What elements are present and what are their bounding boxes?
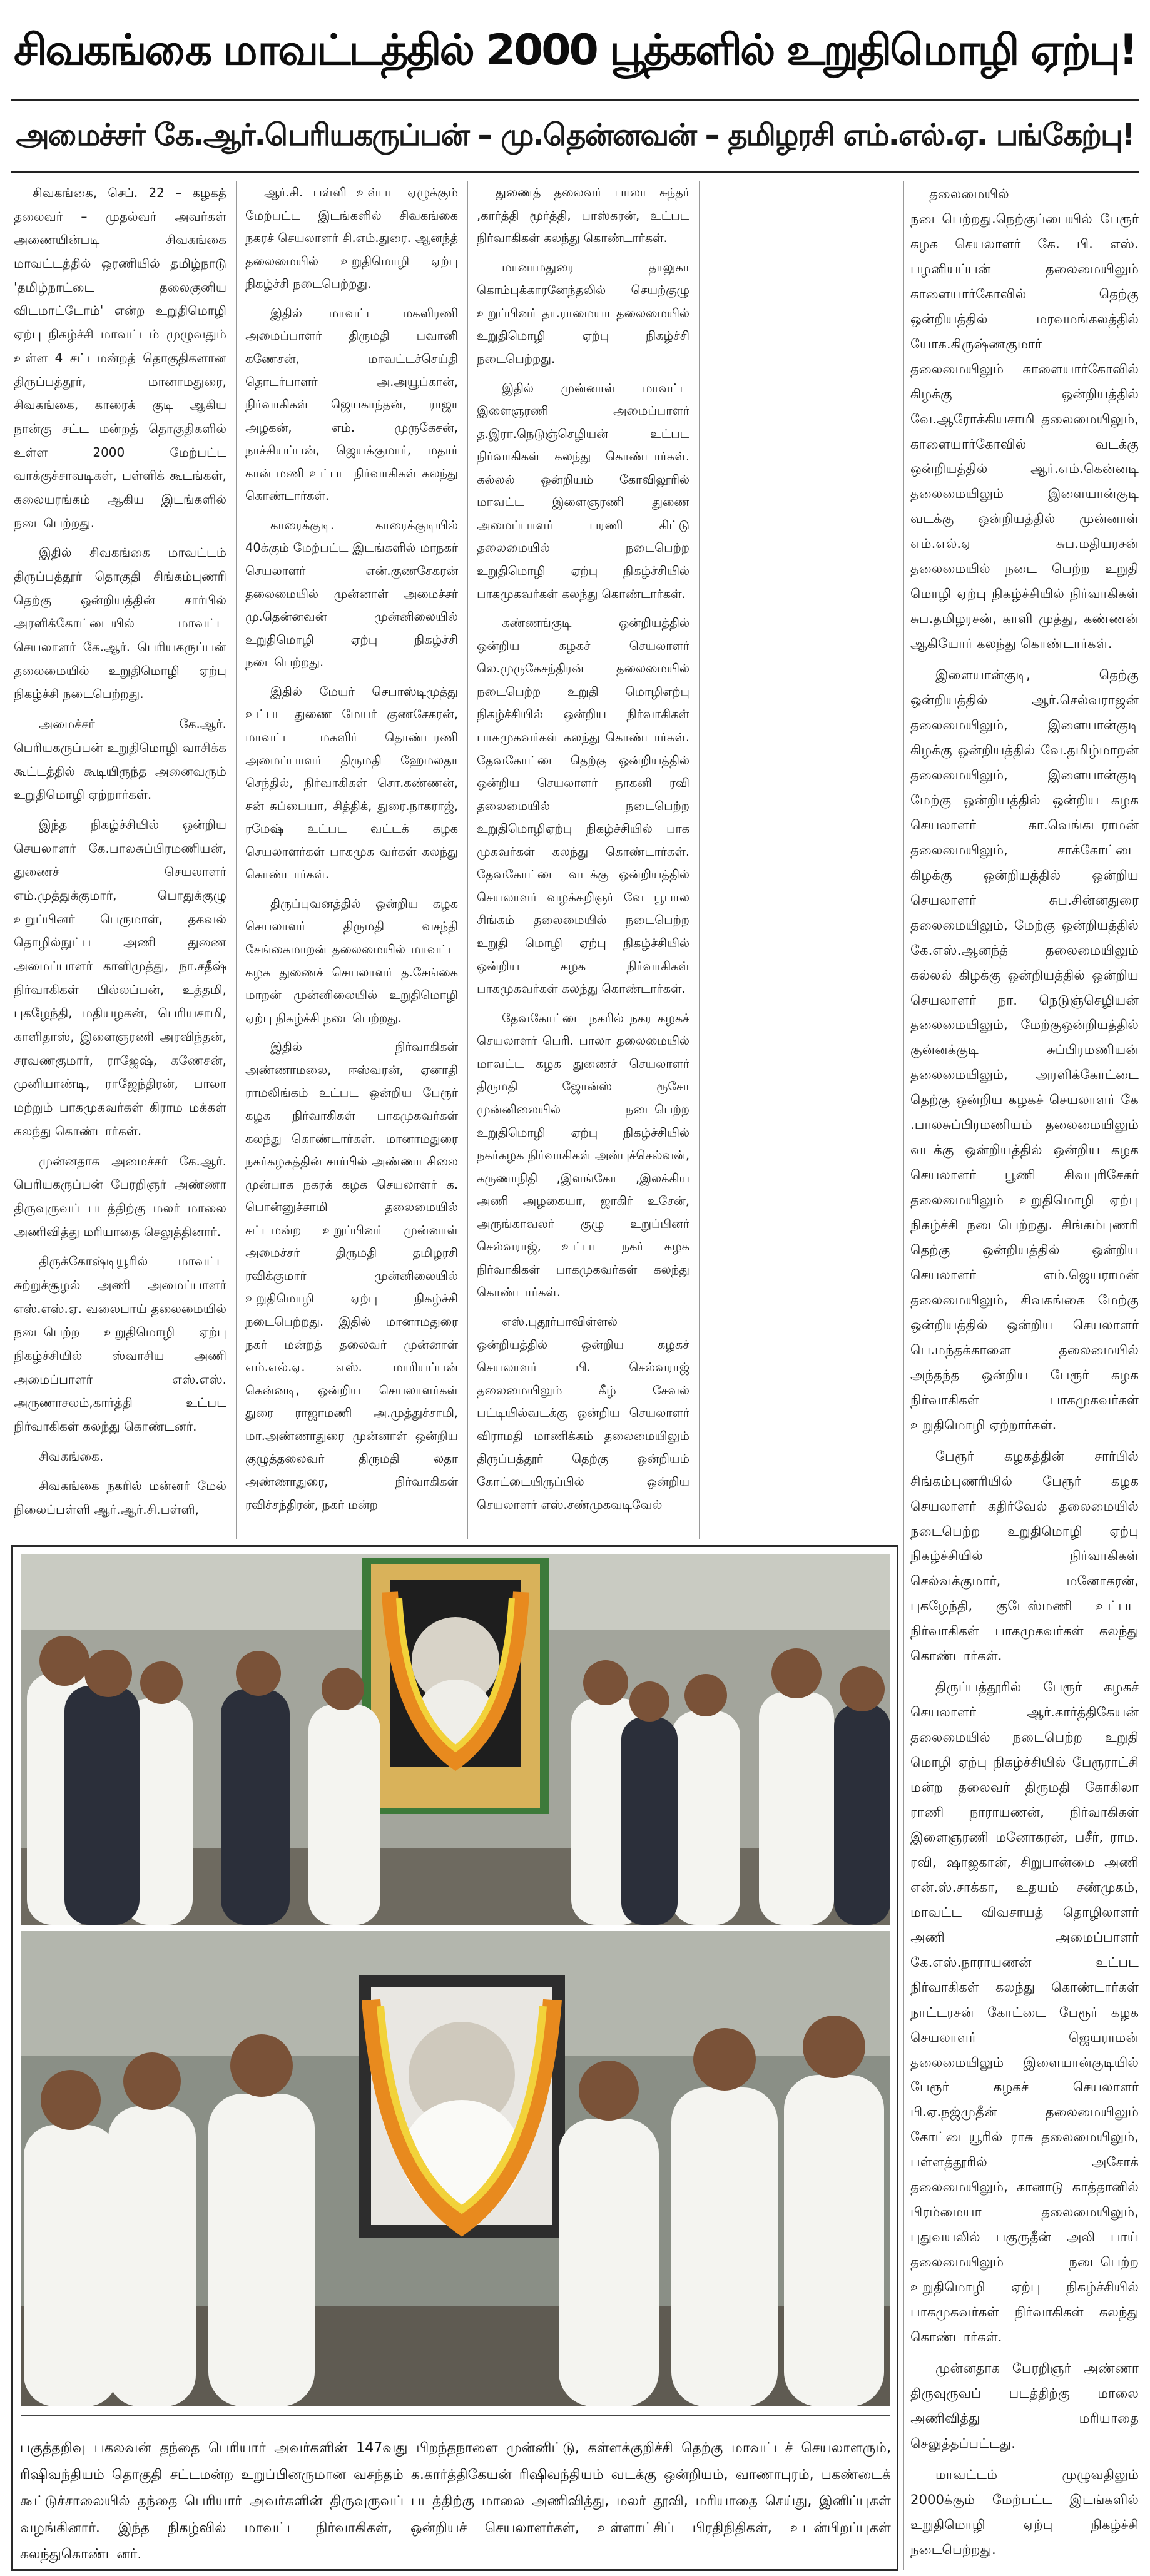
article-paragraph: இதில் நிர்வாகிகள் அண்ணாமலை, ஈஸ்வரன், ஏனாதி ராமலிங்கம் உட்பட ஒன்றிய பேரூர் கழக நிர்வாகிகள் பாகமுகவர்கள் கலந்து கொண்டார்கள். மானாமதுரை நகர்கழகத்தின் சார்பில் அண்ணா சிலை முன்பாக நகரக் கழக செயலாளர் க. பொன்னுச்சாமி தலைமையில் சட்டமன்ற உறுப்பினர் முன்னாள் அமைச்சர் திருமதி தமிழரசி ரவிக்குமார் முன்னிலையில் உறுதிமொழி ஏற்பு நிகழ்ச்சி நடைபெற்றது. இதில் மானாமதுரை நகர் மன்றத் தலைவர் முன்னாள் எம்.எல்.ஏ. எஸ். மாரியப்பன் கென்னடி, ஒன்றிய செயலாளர்கள் துரை ராஜாமணி அ.முத்துச்சாமி, மா.அண்ணாதுரை முன்னாள் ஒன்றிய குழுத்தலைவர் திருமதி லதா அண்ணாதுரை, நிர்வாகிகள் ரவிச்சந்திரன், நகர் மன்ற: [245, 1040, 458, 1512]
article-paragraph: முன்னதாக பேரறிஞர் அண்ணா திருவுருவப் படத்திற்கு மாலை அணிவித்து மரியாதை செலுத்தப்பட்டது.: [910, 2360, 1139, 2451]
article-paragraph: திருக்கோஷ்டியூரில் மாவட்ட சுற்றுச்சூழல் அணி அமைப்பாளர் எஸ்.எஸ்.ஏ. வலைபாய் தலைமையில் நடைபெற்ற உறுதிமொழி ஏற்பு நிகழ்ச்சியில் ஸ்வாசிய அணி அமைப்பாளர் எஸ்.எஸ். அருணாசலம்,கார்த்தி உட்பட நிர்வாகிகள் கலந்து கொண்டனர்.: [14, 1254, 226, 1434]
article-paragraph: இளையான்குடி, தெற்கு ஒன்றியத்தில் ஆர்.செல்வராஜன் தலைமையிலும், இளையான்குடி கிழக்கு ஒன்றியத்தில் வே.தமிழ்மாறன் தலைமையிலும், இளையான்குடி மேற்கு ஒன்றியத்தில் ஒன்றிய கழக செயலாளர் கா.வெங்கடராமன் தலைமையிலும், சாக்கோட்டை கிழக்கு ஒன்றியத்தில் ஒன்றிய செயலாளர் சுப.சின்னதுரை தலைமையிலும், மேற்கு ஒன்றியத்தில் கே.எஸ்.ஆனந்த் தலைமையிலும் கல்லல் கிழக்கு ஒன்றியத்தில் ஒன்றிய செயலாளர் நா. நெடுஞ்செழியன் தலைமையிலும், மேற்குஒன்றியத்தில் குன்னக்குடி சுப்பிரமணியன் தலைமையிலும், அரளிக்கோட்டை தெற்கு ஒன்றிய கழகச் செயலாளர் கே .பாலசுப்பிரமணியம் தலைமையிலும் வடக்கு ஒன்றியத்தில் ஒன்றிய கழக செயலாளர் பூணி சிவபுரிசேகர் தலைமையிலும் உறுதிமொழி ஏற்பு நிகழ்ச்சி நடைபெற்றது. சிங்கம்புணரி தெற்கு ஒன்றியத்தில் ஒன்றிய செயலாளர் எம்.ஜெயராமன் தலைமையிலும், சிவகங்கை மேற்கு ஒன்றியத்தில் ஒன்றிய செயலாளர் பெ.மந்தக்காளை தலைமையில் அந்தந்த ஒன்றிய பேரூர் கழக நிர்வாகிகள் பாகமுகவர்கள் உறுதிமொழி ஏற்றார்கள்.: [910, 667, 1139, 1433]
article-paragraph: தேவகோட்டை நகரில் நகர கழகச் செயலாளர் பெரி. பாலா தலைமையில் மாவட்ட கழக துணைச் செயலாளர் திருமதி ஜோன்ஸ் ரூசோ முன்னிலையில் நடைபெற்ற உறுதிமொழி ஏற்பு நிகழ்ச்சியில் நகர்கழக நிர்வாகிகள் அன்புச்செல்வன், கருணாநிதி ,இளங்கோ ,இலக்கிய அணி அழகையா, ஜாகிர் உசேன், அருங்காவலர் குழு உறுப்பினர் செல்வராஜ், உட்பட நகர் கழக நிர்வாகிகள் பாகமுகவர்கள் கலந்து கொண்டார்கள்.: [477, 1010, 689, 1300]
subheadline: அமைச்சர் கே.ஆர்.பெரியகருப்பன் – மு.தென்னவன் – தமிழரசி எம்.எல்.ஏ. பங்கேற்பு!: [16, 118, 1134, 153]
article-paragraph: எஸ்.புதூர்பாவிள்ளல் ஒன்றியத்தில் ஒன்றிய கழகச் செயலாளர் பி. செல்வராஜ் தலைமையிலும் கீழ் சேவல் பட்டியில்வடக்கு ஒன்றிய செயலாளர் விராமதி மாணிக்கம் தலைமையிலும் திருப்பத்தூர் தெற்கு ஒன்றியம் கோட்டையிருப்பில் ஒன்றிய செயலாளர் எஸ்.சண்முகவடிவேல்: [477, 1314, 689, 1512]
column-divider: [699, 181, 700, 1539]
article-paragraph: இதில் முன்னாள் மாவட்ட இளைஞரணி அமைப்பாளர் த.இரா.நெடுஞ்செழியன் உட்பட நிர்வாகிகள் கலந்து கொண்டார்கள். கல்லல் ஒன்றியம் கோவிலூரில் மாவட்ட இளைஞரணி துணை அமைப்பாளர் பரணி கிட்டு தலைமையில் நடைபெற்ற உறுதிமொழி ஏற்பு நிகழ்ச்சியில் பாகமுகவர்கள் கலந்து கொண்டார்கள்.: [477, 380, 689, 601]
column-divider: [903, 181, 904, 2570]
article-paragraph: கண்ணங்குடி ஒன்றியத்தில் ஒன்றிய கழகச் செயலாளர் லெ.முருகேசந்திரன் தலைமையில் நடைபெற்ற உறுதி மொழிஎற்பு நிகழ்ச்சியில் ஒன்றிய நிர்வாகிகள் பாகமுகவர்கள் கலந்து கொண்டார்கள். தேவகோட்டை தெற்கு ஒன்றியத்தில் ஒன்றிய செயலாளர் நாகனி ரவி தலைமையில் நடைபெற்ற உறுதிமொழிஏற்பு நிகழ்ச்சியில் பாக முகவர்கள் கலந்து கொண்டார்கள். தேவகோட்டை வடக்கு ஒன்றியத்தில் செயலாளர் வழக்கறிஞர் வே பூபால சிங்கம் தலைமையில் நடைபெற்ற உறுதி மொழி ஏற்பு நிகழ்ச்சியில் ஒன்றிய கழக நிர்வாகிகள் பாகமுகவர்கள் கலந்து கொண்டார்கள்.: [477, 616, 689, 996]
article-paragraph: அமைச்சர் கே.ஆர். பெரியகருப்பன் உறுதிமொழி வாசிக்க கூட்டத்தில் கூடியிருந்த அனைவரும் உறுதிமொழி ஏற்றார்கள்.: [14, 716, 226, 803]
photo-box: [11, 1545, 898, 2571]
article-paragraph: மாவட்டம் முழுவதிலும் 2000க்கும் மேற்பட்ட இடங்களில் உறுதிமொழி ஏற்பு நிகழ்ச்சி நடைபெற்றது.: [910, 2466, 1139, 2557]
article-paragraph: பேரூர் கழகத்தின் சார்பில் சிங்கம்புணரியில் பேரூர் கழக செயலாளர் கதிர்வேல் தலைமையில் நடைபெற்ற உறுதிமொழி ஏற்பு நிகழ்ச்சியில் நிர்வாகிகள் செல்வக்குமார், மனோகரன், புகழேந்தி, குடேஸ்மணி உட்பட நிர்வாகிகள் பாகமுகவர்கள் கலந்து கொண்டார்கள்.: [910, 1448, 1139, 1664]
article-paragraph: முன்னதாக அமைச்சர் கே.ஆர். பெரியகருப்பன் பேரறிஞர் அண்ணா திருவுருவப் படத்திற்கு மலர் மாலை அணிவித்து மரியாதை செலுத்தினார்.: [14, 1153, 226, 1239]
article-paragraph: சிவகங்கை நகரில் மன்னர் மேல் நிலைப்பள்ளி ஆர்.ஆர்.சி.பள்ளி,: [14, 1478, 226, 1518]
people-garlanding-periyar-portrait-icon: [21, 1554, 890, 1925]
article-paragraph: இதில் மேயர் செபாஸ்டிமுத்து உட்பட துணை மேயர் குணசேகரன், மாவட்ட மகளிர் தொண்டரணி அமைப்பாளர் திருமதி ஹேமலதா செந்தில், நிர்வாகிகள் சொ.கண்ணன், சன் சுப்பையா, சித்திக், துரை.நாகராஜ், ரமேஷ் உட்பட வட்டக் கழக செயலாளர்கள் பாகமுக வர்கள் கலந்து கொண்டார்கள்.: [245, 684, 458, 882]
headline: சிவகங்கை மாவட்டத்தில் 2000 பூத்களில் உறுதிமொழி ஏற்பு!: [14, 26, 1136, 75]
article-paragraph: இதில் மாவட்ட மகளிரணி அமைப்பாளர் திருமதி பவானி கணேசன், மாவட்டச்செய்தி தொடர்பாளர் அ.அயூப்கான், நிர்வாகிகள் ஜெயகாந்தன், ராஜா அழகன், எம். முருகேசன், நாச்சியப்பன், ஜெயக்குமார், மதார் கான் மணி உட்பட நிர்வாகிகள் கலந்து கொண்டார்கள்.: [245, 305, 458, 504]
photo-caption: பகுத்தறிவு பகலவன் தந்தை பெரியார் அவர்களின் 147வது பிறந்தநாளை முன்னிட்டு, கள்ளக்குறிச்சி தெற்கு மாவட்டச் செயலாளரும், ரிஷிவந்தியம் தொகுதி சட்டமன்ற உறுப்பினருமான வசந்தம் க.கார்த்திகேயன் ரிஷிவந்தியம் வடக்கு ஒன்றியம், வாணாபுரம், பகண்டைக் கூட்டுச்சாலையில் தந்தை பெரியார் அவர்களின் திருவுருவப் படத்திற்கு மாலை அணிவித்து, மலர் தூவி, மரியாதை செய்து, இனிப்புகள் வழங்கினார். இந்த நிகழ்வில் மாவட்ட நிர்வாகிகள், ஒன்றியச் செயலாளர்கள், உள்ளாட்சிப் பிரதிநிதிகள், உடன்பிறப்புகள் கலந்துகொண்டனர்.: [20, 2440, 891, 2563]
article-paragraph: சிவகங்கை, செப். 22 – கழகத் தலைவர் – முதல்வர் அவர்கள் அணையின்படி சிவகங்கை மாவட்டத்தில் ஒரணியில் தமிழ்நாடு 'தமிழ்நாட்டை தலைகுனிய விடமாட்டோம்' என்ற உறுதிமொழி ஏற்பு நிகழ்ச்சி மாவட்டம் முழுவதும் உள்ள 4 சட்டமன்றத் தொகுதிகளான திருப்பத்தூர், மானாமதுரை, சிவகங்கை, காரைக் குடி ஆகிய நான்கு சட்ட மன்றத் தொகுதிகளில் உள்ள 2000 மேற்பட்ட வாக்குச்சாவடிகள், பள்ளிக் கூடங்கள், கலையரங்கம் ஆகிய இடங்களில் நடைபெற்றது.: [14, 185, 226, 530]
article-paragraph: மானாமதுரை தாலுகா கொம்புக்காரனேந்தலில் செயற்குழு உறுப்பினர் தா.ராமையா தலைமையில் உறுதிமொழி ஏற்பு நிகழ்ச்சி நடைபெற்றது.: [477, 260, 689, 366]
people-paying-tribute-periyar-portrait-icon: [21, 1931, 890, 2406]
article-paragraph: ஆர்.சி. பள்ளி உள்பட ஏழுக்கும் மேற்பட்ட இடங்களில் சிவகங்கை நகரச் செயலாளர் சி.எம்.துரை. ஆனந்த் தலைமையில் உறுதிமொழி ஏற்பு நிகழ்ச்சி நடைபெற்றது.: [245, 185, 458, 292]
subheadline-rule: [11, 171, 1139, 173]
caption-divider: [21, 2415, 890, 2416]
article-column-3: [477, 181, 689, 1539]
article-paragraph: தலைமையில் நடைபெற்றது.நெற்குப்பையில் பேரூர் கழக செயலாளர் கே. பி. எஸ். பழனியப்பன் தலைமையிலும் காளையார்கோவில் தெற்கு ஒன்றியத்தில் மரவமங்கலத்தில் யோக.கிருஷ்ணகுமார் தலைமையிலும் காளையார்கோவில் கிழக்கு ஒன்றியத்தில் வே.ஆரோக்கியசாமி தலைமையிலும், காளையார்கோவில் வடக்கு ஒன்றியத்தில் ஆர்.எம்.கென்னடி தலைமையிலும் இளையான்குடி வடக்கு ஒன்றியத்தில் முன்னாள் எம்.எல்.ஏ சுப.மதியரசன் தலைமையில் நடை பெற்ற உறுதி மொழி ஏற்பு நிகழ்ச்சியில் நிர்வாகிகள் சுப.தமிழரசன், காளி முத்து, கண்ணன் ஆகியோர் கலந்து கொண்டார்கள்.: [910, 186, 1139, 652]
photo-top: [21, 1554, 890, 1925]
photo-bottom: [21, 1931, 890, 2406]
article-paragraph: திருப்புவனத்தில் ஒன்றிய கழக செயலாளர் திருமதி வசந்தி சேங்கைமாறன் தலைமையில் மாவட்ட கழக துணைச் செயலாளர் த.சேங்கை மாறன் முன்னிலையில் உறுதிமொழி ஏற்பு நிகழ்ச்சி நடைபெற்றது.: [245, 896, 458, 1025]
article-paragraph: இந்த நிகழ்ச்சியில் ஒன்றிய செயலாளர் கே.பாலசுப்பிரமணியன், துணைச் செயலாளர் எம்.முத்துக்குமார், பொதுக்குழு உறுப்பினர் பெருமாள், தகவல் தொழில்நுட்ப அணி துணை அமைப்பாளர் காளிமுத்து, நா.சதீஷ் நிர்வாகிகள் பில்லப்பன், உத்தமி, புகழேந்தி, மதியழகன், பெரியசாமி, காளிதாஸ், இளைஞரணி அரவிந்தன், சரவணகுமார், ராஜேஷ், கணேசன், முனியாண்டி, ராஜேந்திரன், பாலா மற்றும் பாகமுகவர்கள் கிராம மக்கள் கலந்து கொண்டார்கள்.: [14, 816, 226, 1138]
article-column-1: [14, 181, 226, 1539]
column-divider: [467, 181, 468, 1539]
article-paragraph: துணைத் தலைவர் பாலா சுந்தர் ,கார்த்தி மூர்த்தி, பாஸ்கரன், உட்பட நிர்வாகிகள் கலந்து கொண்டார்கள்.: [477, 185, 689, 246]
column-divider: [236, 181, 237, 1539]
headline-rule: [11, 99, 1139, 101]
article-paragraph: காரைக்குடி. காரைக்குடியில் 40க்கும் மேற்பட்ட இடங்களில் மாநகர் செயலாளர் என்.குணசேகரன் தலைமையில் முன்னாள் அமைச்சர் மு.தென்னவன் முன்னிலையில் உறுதிமொழி ஏற்பு நிகழ்ச்சி நடைபெற்றது.: [245, 517, 458, 670]
article-column-4: [910, 181, 1139, 2570]
article-paragraph: சிவகங்கை.: [39, 1448, 104, 1464]
article-paragraph: இதில் சிவகங்கை மாவட்டம் திருப்பத்தூர் தொகுதி சிங்கம்புணரி தெற்கு ஒன்றியத்தின் சார்பில் அரளிக்கோட்டையில் மாவட்ட செயலாளர் கே.ஆர். பெரியகருப்பன் தலைமையில் உறுதிமொழி ஏற்பு நிகழ்ச்சி நடைபெற்றது.: [14, 545, 226, 702]
article-column-2: [245, 181, 458, 1539]
article-paragraph: திருப்பத்தூரில் பேரூர் கழகச் செயலாளர் ஆர்.கார்த்திகேயன் தலைமையில் நடைபெற்ற உறுதி மொழி ஏற்பு நிகழ்ச்சியில் பேரூராட்சி மன்ற தலைவர் திருமதி கோகிலா ராணி நாராயணன், நிர்வாகிகள் இளைஞரணி மனோகரன், பசீர், ராம. ரவி, ஷாஜகான், சிறுபான்மை அணி என்.ஸ்.சாக்கா, உதயம் சண்முகம், மாவட்ட விவசாயத் தொழிலாளர் அணி அமைப்பாளர் கே.எஸ்.நாராயணன் உட்பட நிர்வாகிகள் கலந்து கொண்டார்கள் நாட்டரசன் கோட்டை பேரூர் கழக செயலாளர் ஜெயராமன் தலைமையிலும் இளையான்குடியில் பேரூர் கழகச் செயலாளர் பி.ஏ.நஜ்முதீன் தலைமையிலும் கோட்டையூரில் ராசு தலைமையிலும், பள்ளத்தூரில் அசோக் தலைமையிலும், கானாடு காத்தானில் பிரம்மையா தலைமையிலும், புதுவயலில் பகுருதீன் அலி பாய் தலைமையிலும் நடைபெற்ற உறுதிமொழி ஏற்பு நிகழ்ச்சியில் பாகமுகவர்கள் நிர்வாகிகள் கலந்து கொண்டார்கள்.: [910, 1679, 1139, 2345]
